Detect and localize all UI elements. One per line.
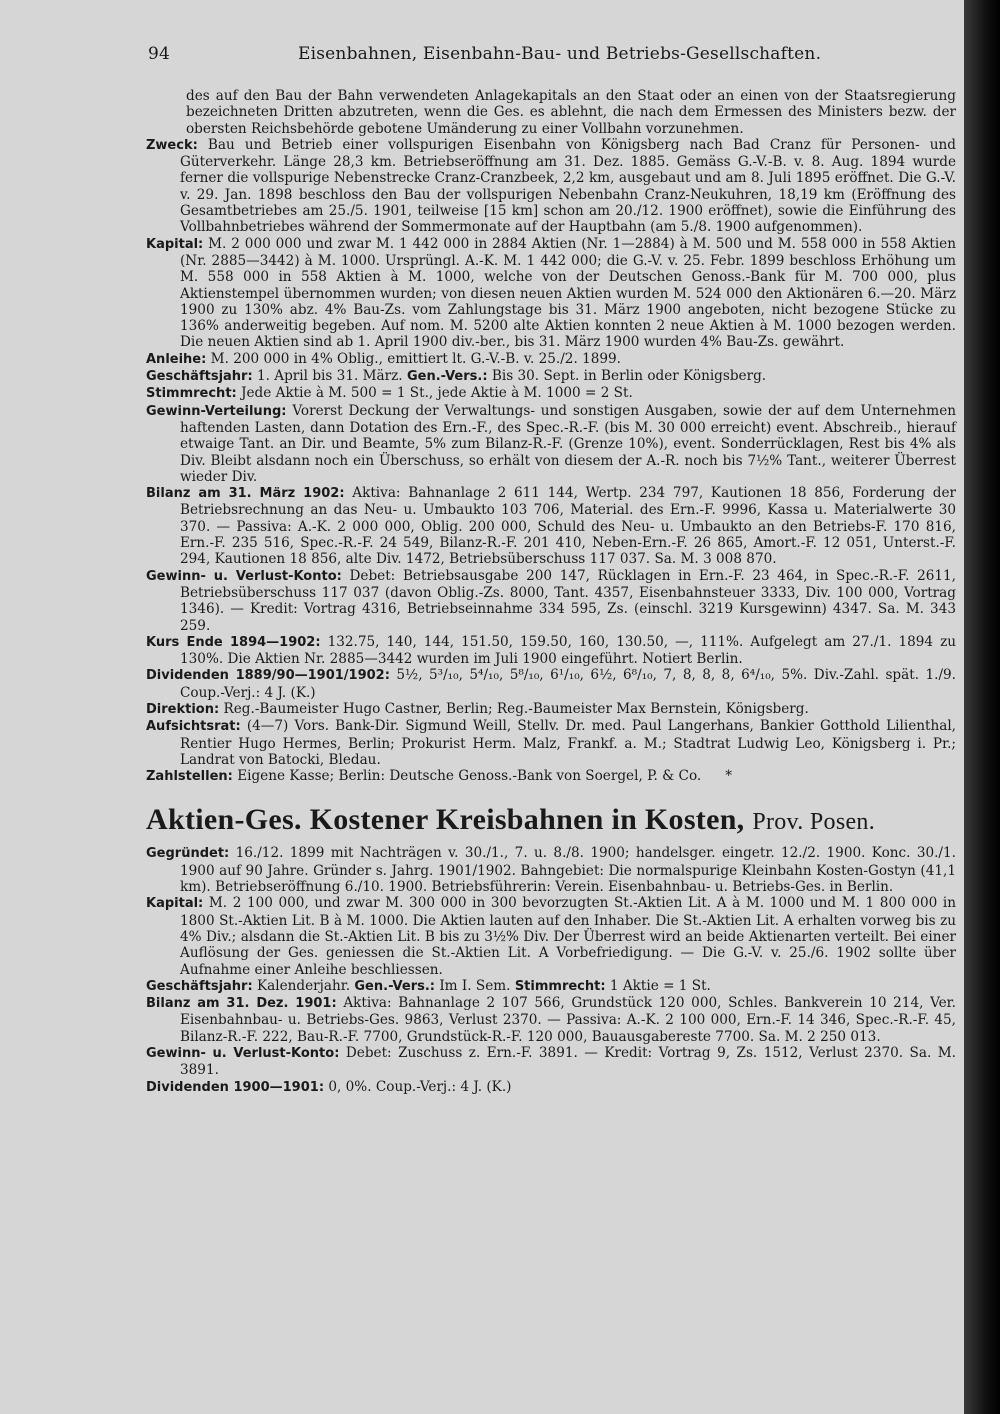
- page-binding-edge: [964, 0, 1000, 1414]
- entry-label: Stimmrecht:: [514, 978, 606, 994]
- entry-text: Kalenderjahr.: [257, 977, 351, 994]
- entry-direktion: [146, 701, 956, 718]
- page-number: 94: [148, 44, 171, 64]
- entry-label: Dividenden 1900—1901:: [146, 1079, 325, 1095]
- entry-dividenden: [146, 667, 956, 701]
- continued-paragraph: des auf den Bau der Bahn verwendeten Anlagekapitals an den Staat oder an einen von der Staatsregierung bezeichneten Dritten abzutreten, wenn die Ges. es ablehnt, die nach dem Ermessen des Ministers bezw. der obersten Reichsbehörde gebotene Umänderung zu einer Vollbahn vorzunehmen.: [186, 88, 956, 137]
- entry-label: Zahlstellen:: [146, 769, 233, 785]
- entry-zahlstellen: [146, 768, 956, 785]
- entry-label: Aufsichtsrat:: [146, 719, 241, 735]
- entry-text: Im I. Sem.: [439, 977, 511, 994]
- entry-label: Stimmrecht:: [146, 386, 237, 402]
- entry-label: Bilanz am 31. März 1902:: [146, 486, 345, 502]
- entry-kapital: [146, 236, 956, 351]
- page-body: [146, 88, 956, 1096]
- entry-label: Geschäftsjahr:: [146, 978, 253, 994]
- entry-text: 0, 0%. Coup.-Verj.: 4 J. (K.): [328, 1078, 512, 1095]
- entry-label: Gewinn- u. Verlust-Konto:: [146, 1046, 340, 1062]
- entry-label: Dividenden 1889/90—1901/1902:: [146, 668, 390, 684]
- entry-text: M. 200 000 in 4% Oblig., emittiert lt. G.-V.-B. v. 25./2. 1899.: [210, 350, 622, 367]
- entry-label: Geschäftsjahr:: [146, 369, 253, 385]
- entry-kurs: [146, 634, 956, 668]
- entry-geschaeftsjahr-2: [146, 978, 956, 995]
- entry-label: Anleihe:: [146, 351, 207, 367]
- entry-text: Jede Aktie à M. 500 = 1 St., jede Aktie à M. 1000 = 2 St.: [241, 385, 633, 402]
- entry-aufsichtsrat: [146, 718, 956, 768]
- entry-text: Eigene Kasse; Berlin: Deutsche Genoss.-Bank von Soergel, P. & Co.: [237, 768, 702, 785]
- entry-text: M. 2 000 000 und zwar M. 1 442 000 in 2884 Aktien (Nr. 1—2884) à M. 500 und M. 558 000 in 558 Aktien (Nr. 2885—3442) à M. 1000. Ursprüngl. A.-K. M. 1 442 000; die G.-V. v. 25. Febr. 1899 beschloss Erhöhung um M. 558 000 in 558 Aktien à M. 1000, welche von der Deutschen Genoss.-Bank für M. 700 000, plus Aktienstempel übernommen wurden; von diesen neuen Aktien wurden M. 524 000 den Aktionären 6.—20. März 1900 zu 130% abz. 4% Bau-Zs. vom Zahlungstage bis 31. März 1900 angeboten, nicht bezogene Stücke zu 136% anderweitig begeben. Auf nom. M. 5200 alte Aktien konnten 2 neue Aktien à M. 1000 bezogen werden. Die neuen Aktien sind ab 1. April 1900 div.-ber., bis 31. März 1900 wurden 4% Bau-Zs. gewährt.: [180, 235, 956, 351]
- entry-dividenden-2: [146, 1079, 956, 1096]
- entry-anleihe: [146, 351, 956, 368]
- entry-text: M. 2 100 000, und zwar M. 300 000 in 300 bevorzugten St.-Aktien Lit. A à M. 1000 und M. 1 800 000 in 1800 St.-Aktien Lit. B à M. 1000. Die Aktien lauten auf den Inhaber. Die St.-Aktien Lit. A erhalten vorweg bis zu 4% Div.; alsdann die St.-Aktien Lit. B bis zu 3½% Div. Der Überrest wird an beide Aktienarten verteilt. Bei einer Auflösung der Ges. geniessen die St.-Aktien Lit. A Vorbefriedigung. — Die G.-V. v. 25./6. 1902 sollte über Aufnahme einer Anleihe beschliessen.: [180, 895, 956, 978]
- entry-gewinn-verlust: [146, 568, 956, 634]
- entry-gewinn-verteilung: [146, 403, 956, 485]
- entry-label: Zweck:: [146, 137, 198, 153]
- entry-label: Gegründet:: [146, 846, 230, 862]
- entry-gegruendet: [146, 845, 956, 895]
- entry-text: Debet: Betriebsausgabe 200 147, Rücklagen in Ern.-F. 23 464, in Spec.-R.-F. 2611, Betriebsüberschuss 117 037 (davon Oblig.-Zs. 8000, Tant. 4357, Eisenbahnsteuer 3333, Div. 100 000, Vortrag 1346). — Kredit: Vortrag 4316, Betriebseinnahme 334 595, Zs. (einschl. 3219 Kursgewinn) 4347. Sa. M. 343 259.: [180, 567, 956, 634]
- entry-text: Debet: Zuschuss z. Ern.-F. 3891. — Kredit: Vortrag 9, Zs. 1512, Verlust 2370. Sa. M. 3891.: [180, 1045, 956, 1079]
- entry-label: Gewinn- u. Verlust-Konto:: [146, 568, 342, 584]
- running-title: Eisenbahnen, Eisenbahn-Bau- und Betriebs-Gesellschaften.: [298, 44, 822, 64]
- company-name: Aktien-Ges. Kostener Kreisbahnen in Kosten,: [146, 803, 745, 837]
- entry-label: Kapital:: [146, 896, 204, 912]
- entry-text: 1. April bis 31. März.: [257, 368, 403, 385]
- company-location: Prov. Posen.: [752, 809, 876, 836]
- entry-text: Bau und Betrieb einer vollspurigen Eisenbahn von Königsberg nach Bad Cranz für Personen- und Güterverkehr. Länge 28,3 km. Betriebseröffnung am 31. Dez. 1885. Gemäss G.-V.-B. v. 8. Aug. 1894 wurde ferner die vollspurige Nebenstrecke Cranz-Cranzbeek, 2,2 km, ausgebaut und am 8. Juli 1895 eröffnet. Die G.-V. v. 29. Jan. 1898 beschloss den Bau der vollspurigen Nebenbahn Cranz-Neukuhren, 18,19 km (Eröffnung des Gesamtbetriebes am 25./5. 1901, teilweise [15 km] schon am 20./12. 1900 eröffnet), sowie die Einführung des Vollbahnbetriebes während der Sommermonate auf der Hauptbahn (am 5./8. 1900 aufgenommen).: [180, 136, 956, 236]
- entry-label: Direktion:: [146, 701, 220, 717]
- entry-text: Vorerst Deckung der Verwaltungs- und sonstigen Ausgaben, sowie der auf dem Unternehmen haftenden Lasten, dann Dotation des Ern.-F., des Spec.-R.-F. (bis M. 30 000 erreicht) event. Abschreib., hierauf etwaige Tant. an Dir. und Beamte, 5% zum Bilanz-R.-F. (Grenze 10%), event. Sonderrücklagen, Rest bis 4% als Div. Bleibt alsdann noch ein Überschuss, so erhält von diesem der A.-R. noch bis 7½% Tant., weiterer Überrest wieder Div.: [180, 402, 956, 485]
- entry-gewinn-verlust-2: [146, 1045, 956, 1079]
- entry-bilanz: [146, 485, 956, 567]
- entry-bilanz-2: [146, 995, 956, 1045]
- entry-label: Kurs Ende 1894—1902:: [146, 634, 321, 650]
- entry-label: Gen.-Vers.:: [354, 978, 435, 994]
- entry-text: Aktiva: Bahnanlage 2 107 566, Grundstück 120 000, Schles. Bankverein 10 214, Ver. Eisenbahnbau- u. Betriebs-Ges. 9863, Verlust 2370. — Passiva: A.-K. 2 100 000, Ern.-F. 14 346, Spec.-R.-F. 45, Bilanz-R.-F. 222, Bau-R.-F. 7700, Grundstück-R.-F. 120 000, Bauausgabereste 7700. Sa. M. 2 250 013.: [180, 995, 957, 1045]
- entry-geschaeftsjahr: [146, 368, 956, 385]
- entry-text: Aktiva: Bahnanlage 2 611 144, Wertp. 234 797, Kautionen 18 856, Forderung der Betriebsrechnung an das Neu- u. Umbaukto 103 706, Material. des Ern.-F. 9996, Kassa u. Materialwerte 30 370. — Passiva: A.-K. 2 000 000, Oblig. 200 000, Schuld des Neu- u. Umbaukto an den Betriebs-F. 170 816, Ern.-F. 235 516, Spec.-R.-F. 24 549, Bilanz-R.-F. 201 410, Neben-Ern.-F. 26 865, Amort.-F. 12 051, Unterst.-F. 294, Kautionen 18 856, alte Div. 1472, Betriebsüberschuss 117 037. Sa. M. 3 008 870.: [180, 485, 957, 568]
- asterisk-marker: *: [725, 768, 733, 785]
- entry-text: Bis 30. Sept. in Berlin oder Königsberg.: [491, 368, 767, 385]
- entry-label: Gewinn-Verteilung:: [146, 403, 287, 419]
- entry-text: Reg.-Baumeister Hugo Castner, Berlin; Reg.-Baumeister Max Bernstein, Königsberg.: [223, 700, 809, 717]
- entry-label: Gen.-Vers.:: [406, 369, 488, 385]
- entry-stimmrecht: [146, 385, 956, 402]
- entry-kapital-2: [146, 895, 956, 977]
- entry-label: Kapital:: [146, 236, 204, 252]
- entry-text: 5½, 5³/₁₀, 5⁴/₁₀, 5⁸/₁₀, 6¹/₁₀, 6½, 6⁸/₁₀, 7, 8, 8, 8, 6⁴/₁₀, 5%. Div.-Zahl. spät. 1./9. Coup.-Verj.: 4 J. (K.): [180, 667, 956, 701]
- entry-text: 132.75, 140, 144, 151.50, 159.50, 160, 130.50, —, 111%. Aufgelegt am 27./1. 1894 zu 130%. Die Aktien Nr. 2885—3442 wurden im Juli 1900 eingeführt. Notiert Berlin.: [180, 633, 956, 668]
- entry-label: Bilanz am 31. Dez. 1901:: [146, 996, 337, 1012]
- company-heading: [146, 803, 956, 839]
- entry-text: 1 Aktie = 1 St.: [609, 977, 711, 994]
- entry-zweck: [146, 137, 956, 236]
- entry-text: (4—7) Vors. Bank-Dir. Sigmund Weill, Stellv. Dr. med. Paul Langerhans, Bankier Gotthold Lilienthal, Rentier Hugo Hermes, Berlin; Prokurist Herm. Malz, Frankf. a. M.; Stadtrat Ludwig Leo, Königsberg i. Pr.; Landrat von Batocki, Bledau.: [180, 718, 957, 768]
- entry-text: 16./12. 1899 mit Nachträgen v. 30./1., 7. u. 8./8. 1900; handelsger. eingetr. 12./2. 1900. Konc. 30./1. 1900 auf 90 Jahre. Gründer s. Jahrg. 1901/1902. Bahngebiet: Die normalspurige Kleinbahn Kosten-Gostyn (41,1 km). Betriebseröffnung 6./10. 1900. Betriebsführerin: Verein. Eisenbahnbau- u. Betriebs-Ges. in Berlin.: [180, 845, 956, 896]
